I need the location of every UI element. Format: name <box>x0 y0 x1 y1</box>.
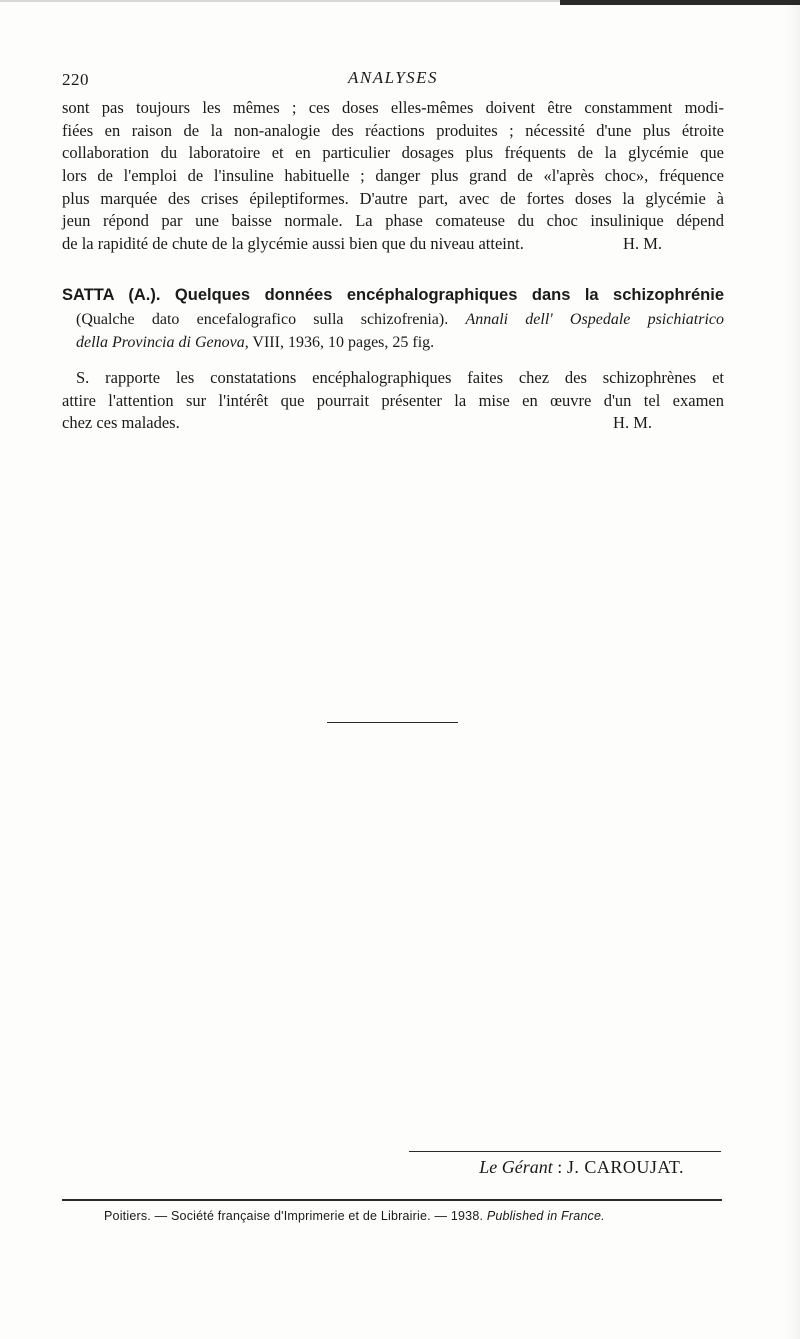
paragraph-line: jeun répond par une baisse normale. La phase comateuse du choc insulinique dépend <box>62 211 724 231</box>
gerant-role: Le Gérant <box>479 1157 553 1177</box>
reference-details: VIII, 1936, 10 pages, 25 fig. <box>252 334 435 351</box>
reviewer-signature: H. M. <box>613 413 652 433</box>
paragraph-line: lors de l'emploi de l'insuline habituelle ; danger plus grand de «l'après choc», fréquence <box>62 166 724 186</box>
paragraph-line: sont pas toujours les mêmes ; ces doses elles-mêmes doivent être constamment modi- <box>62 98 724 117</box>
paragraph-line: attire l'attention sur l'intérêt que pourrait présenter la mise en œuvre d'un tel examen <box>62 390 724 410</box>
paragraph-line: de la rapidité de chute de la glycémie aussi bien que du niveau atteint. <box>62 234 524 254</box>
footer-rule <box>62 1199 722 1201</box>
right-edge-shadow <box>786 0 800 1339</box>
review-paragraph-2 <box>62 367 724 435</box>
paragraph-line: plus marquée des crises épileptiformes. D'autre part, avec de fortes doses la glycémie à <box>62 188 724 208</box>
reference-journal-cont: della Provincia di Genova, <box>76 334 249 351</box>
printer-imprint <box>104 1209 684 1223</box>
reviewer-signature: H. M. <box>623 234 662 254</box>
gerant-name: J. CAROUJAT. <box>566 1157 684 1177</box>
running-title: ANALYSES <box>347 68 439 87</box>
top-edge-bar <box>560 0 800 5</box>
paragraph-line: S. rapporte les constatations encéphalographiques faites chez des schizophrènes et <box>76 368 724 387</box>
review-paragraph-1 <box>62 97 724 256</box>
section-divider <box>327 722 458 723</box>
gerant-rule <box>409 1151 721 1152</box>
gerant-line <box>409 1157 684 1178</box>
reference-journal: Annali dell' Ospedale psichiatrico <box>465 311 725 328</box>
paragraph-line: fiées en raison de la non-analogie des réactions produites ; nécessité d'une plus étroite <box>62 120 724 140</box>
paragraph-line: chez ces malades. <box>62 413 180 433</box>
reference-line-1 <box>62 308 724 331</box>
imprint-published: Published in France. <box>486 1209 605 1223</box>
page-number: 220 <box>62 70 89 89</box>
paragraph-last-line <box>62 233 724 256</box>
paragraph-line: collaboration du laboratoire et en particulier dosages plus fréquents de la glycémie que <box>62 143 724 163</box>
reference-line-2 <box>62 331 724 354</box>
top-edge-shadow <box>0 0 560 2</box>
entry-title: SATTA (A.). Quelques données encéphalographiques dans la schizophrénie <box>62 286 724 304</box>
gerant-separator: : <box>552 1157 567 1177</box>
entry-reference <box>62 308 724 354</box>
reference-italian-title: (Qualche dato encefalografico sulla schizofrenia). <box>76 311 449 328</box>
page-header <box>62 66 724 92</box>
paragraph-last-line <box>62 412 724 435</box>
imprint-text: Poitiers. — Société française d'Imprimerie et de Librairie. — 1938. <box>104 1209 484 1223</box>
